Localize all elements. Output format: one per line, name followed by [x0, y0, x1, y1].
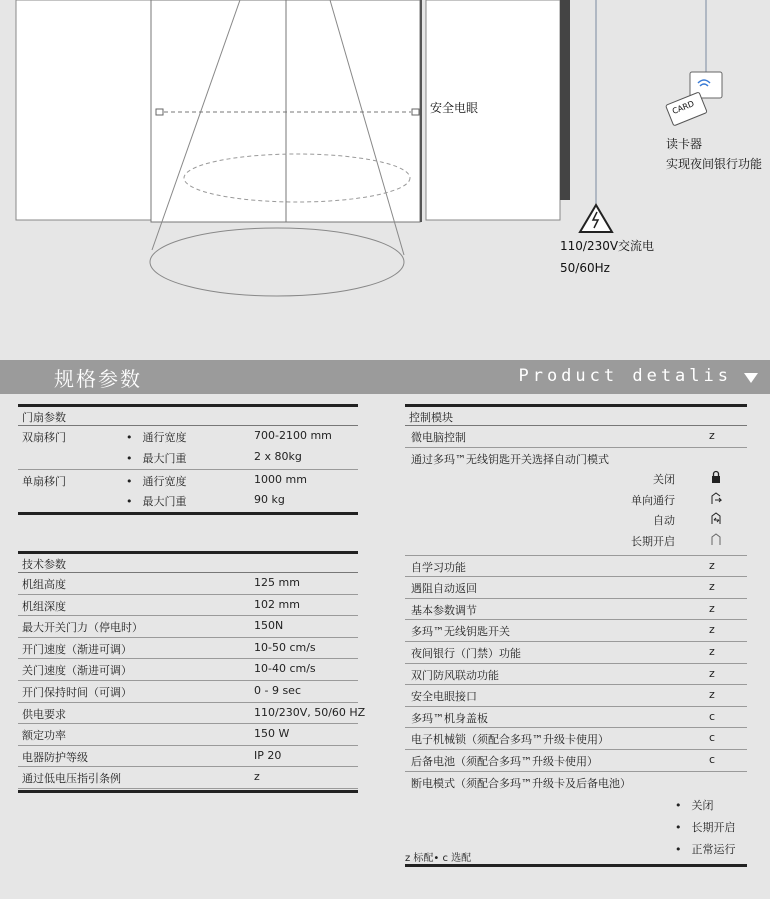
mode-label: 单向通行 — [631, 493, 675, 507]
control-header: 控制模块 — [409, 411, 453, 424]
card-reader-label: 读卡器 — [666, 137, 703, 151]
table-row: 单扇移门 • 通行宽度 1000 mm — [18, 470, 358, 491]
mode-item — [405, 509, 747, 530]
table-row — [405, 599, 747, 621]
mode-label: 自动 — [653, 514, 675, 528]
table-row — [405, 642, 747, 664]
table-row — [18, 724, 358, 746]
legend-note: z 标配• c 选配 — [405, 853, 472, 864]
power-fail-title: 断电模式（须配合多玛™升级卡及后备电池） — [411, 776, 631, 790]
feature-label: 夜间银行（门禁）功能 — [411, 646, 521, 660]
param-value: 0 - 9 sec — [254, 683, 302, 697]
card-reader-desc: 实现夜间银行功能 — [666, 157, 763, 171]
param-label: 供电要求 — [22, 707, 66, 721]
feature-label: 多玛™机身盖板 — [411, 711, 488, 725]
list-item — [405, 794, 747, 816]
banner-title-zh: 规格参数 — [54, 367, 142, 391]
power-fail-option: • 长期开启 — [675, 819, 736, 835]
feature-mark: z — [709, 580, 715, 594]
door-params-section — [18, 404, 358, 515]
table-row — [18, 573, 358, 595]
table-row — [405, 577, 747, 599]
table-row: 双扇移门 • 通行宽度 700-2100 mm — [18, 426, 358, 447]
feature-label: 遇阻自动返回 — [411, 582, 477, 596]
control-section — [405, 404, 747, 867]
table-row: • 最大门重 2 x 80kg — [18, 447, 358, 470]
feature-label: 后备电池（须配合多玛™升级卡使用） — [411, 754, 598, 768]
power-fail-option: • 正常运行 — [675, 841, 736, 857]
table-row — [405, 728, 747, 750]
door-illustration — [0, 0, 770, 360]
triangle-down-icon — [744, 373, 758, 383]
param-value: 125 mm — [254, 576, 300, 589]
param-value: 10-40 cm/s — [254, 662, 316, 676]
power-fail-option: • 关闭 — [675, 797, 714, 813]
feature-mark: z — [709, 644, 715, 658]
card-text: CARD — [670, 99, 696, 116]
door-leaf-right — [286, 0, 420, 222]
list-item — [405, 816, 747, 838]
spec-banner — [0, 360, 770, 394]
one-way-icon — [710, 491, 722, 505]
mode-label: 关闭 — [653, 473, 675, 487]
safety-sensor-label: 安全电眼 — [430, 101, 479, 115]
param-value: 150 W — [254, 727, 290, 741]
door-frame-edge — [560, 0, 570, 200]
param-label: 额定功率 — [22, 729, 66, 743]
table-row — [18, 681, 358, 703]
feature-label: 安全电眼接口 — [411, 690, 477, 704]
auto-icon — [710, 511, 722, 525]
banner-title-en: Product detalis — [518, 366, 732, 386]
table-row — [405, 750, 747, 772]
param-value: z — [254, 770, 260, 784]
table-row: • 最大门重 90 kg — [18, 490, 358, 512]
feature-label: 自学习功能 — [411, 560, 466, 574]
table-row — [18, 746, 358, 768]
param-label: 机组深度 — [22, 599, 66, 613]
table-row: 微电脑控制 z — [405, 426, 747, 448]
table-row — [405, 707, 747, 729]
feature-mark: z — [709, 558, 715, 572]
table-row — [18, 616, 358, 638]
table-row — [18, 595, 358, 617]
param-label: 关门速度（渐进可调） — [22, 664, 132, 678]
lock-icon — [710, 470, 722, 484]
table-row — [18, 703, 366, 725]
feature-label: 基本参数调节 — [411, 603, 477, 617]
door-params-header: 门扇参数 — [22, 411, 66, 424]
param-value: 10-50 cm/s — [254, 640, 316, 654]
param-label: 电器防护等级 — [22, 750, 88, 764]
param-label: 机组高度 — [22, 578, 66, 591]
feature-label: 双门防风联动功能 — [411, 668, 499, 682]
table-row — [405, 556, 747, 578]
param-value: 110/230V, 50/60 HZ — [254, 705, 366, 719]
feature-mark: z — [709, 688, 715, 702]
tech-params-section — [18, 551, 366, 793]
param-label: 开门速度（渐进可调） — [22, 642, 132, 656]
mode-item — [405, 468, 747, 489]
feature-mark: c — [709, 752, 716, 766]
feature-mark: c — [709, 731, 716, 745]
mode-title: 通过多玛™无线钥匙开关选择自动门模式 — [411, 452, 609, 466]
power-label: 110/230V交流电 — [560, 239, 655, 253]
detection-zone-outer — [150, 228, 404, 296]
tech-params-header: 技术参数 — [22, 558, 66, 571]
table-row — [405, 664, 747, 686]
param-label: 通过低电压指引条例 — [22, 772, 121, 786]
param-value: 102 mm — [254, 597, 300, 611]
high-voltage-icon — [580, 205, 612, 232]
param-label: 开门保持时间（可调） — [22, 685, 132, 699]
param-value: IP 20 — [254, 748, 282, 762]
feature-mark: z — [709, 666, 715, 680]
feature-label: 电子机械锁（须配合多玛™升级卡使用） — [411, 733, 609, 747]
table-row — [18, 767, 358, 789]
mode-item — [405, 530, 747, 551]
left-panel — [16, 0, 151, 220]
table-row — [18, 638, 358, 660]
mode-label: 长期开启 — [631, 534, 675, 548]
table-row — [405, 685, 747, 707]
power-freq: 50/60Hz — [560, 261, 610, 275]
feature-mark: z — [709, 623, 715, 637]
feature-mark: z — [709, 601, 715, 615]
door-diagram — [0, 0, 770, 360]
param-label: 最大开关门力（停电时） — [22, 621, 143, 635]
table-row — [405, 620, 747, 642]
param-value: 150N — [254, 619, 284, 633]
door-leaf-left — [151, 0, 286, 222]
feature-label: 多玛™无线钥匙开关 — [411, 625, 510, 639]
table-row — [18, 659, 358, 681]
open-icon — [710, 532, 722, 546]
mode-item — [405, 489, 747, 510]
feature-mark: c — [709, 709, 716, 723]
